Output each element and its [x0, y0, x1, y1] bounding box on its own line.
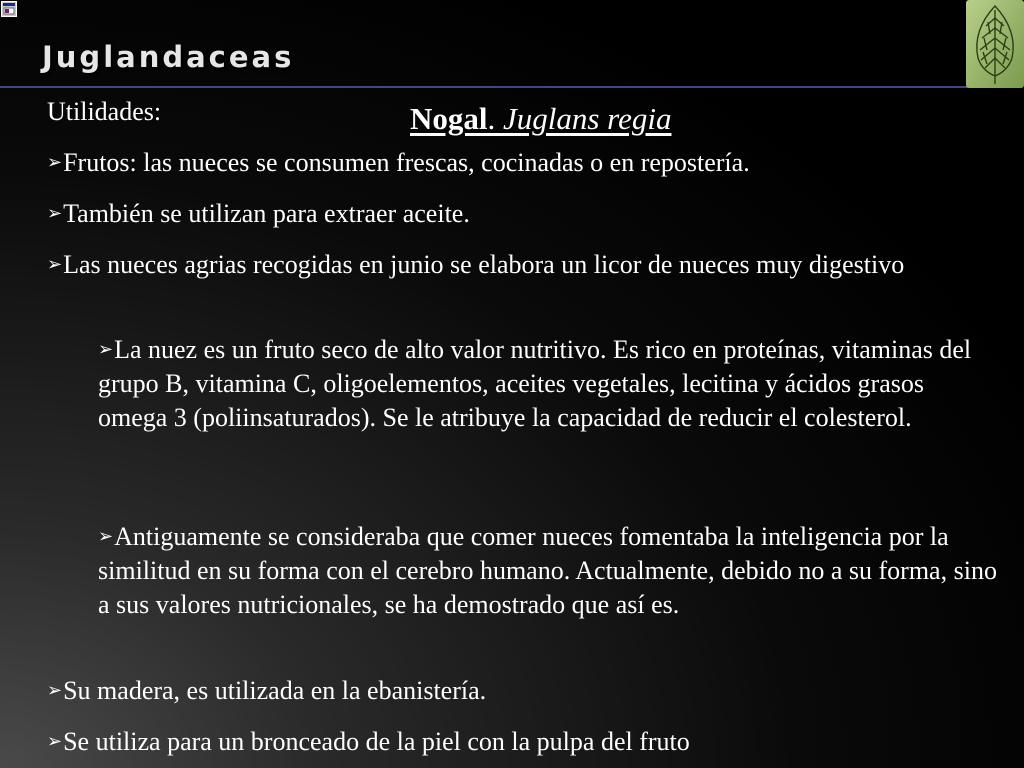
- bullet-text: Frutos: las nueces se consumen frescas, cocinadas o en repostería.: [63, 148, 750, 177]
- common-name: Nogal: [410, 101, 488, 136]
- sub-bullet-item: [98, 333, 978, 435]
- bullet-arrow-icon: ➢: [47, 731, 63, 752]
- bullet-arrow-icon: ➢: [98, 339, 114, 360]
- bullet-text: Antiguamente se consideraba que comer nueces fomentaba la inteligencia por la similitud en su forma con el cerebro humano. Actualmente, debido no a su forma, sino a sus valores nutricionales, se ha demostrado que así es.: [98, 522, 997, 619]
- bullet-item: [47, 725, 1017, 759]
- bullet-arrow-icon: ➢: [47, 152, 63, 173]
- green-leaf-logo-icon: [966, 0, 1024, 88]
- bullet-item: [47, 248, 1007, 282]
- section-label: Utilidades:: [47, 97, 162, 126]
- bullet-arrow-icon: ➢: [98, 526, 114, 547]
- bullet-arrow-icon: ➢: [47, 254, 63, 275]
- presentation-window-icon[interactable]: [1, 1, 17, 17]
- bullet-item: [47, 674, 1017, 708]
- bullet-item: [47, 146, 1017, 180]
- slide-title: Juglandaceas: [42, 40, 295, 74]
- species-heading: [410, 101, 671, 137]
- bullet-text: También se utilizan para extraer aceite.: [63, 199, 470, 228]
- sub-bullet-item: [98, 520, 1008, 622]
- bullet-item: [47, 197, 1017, 231]
- bullet-text: Su madera, es utilizada en la ebanistería.: [63, 676, 487, 705]
- bullet-text: La nuez es un fruto seco de alto valor nutritivo. Es rico en proteínas, vitaminas del grupo B, vitamina C, oligoelementos, aceites vegetales, lecitina y ácidos grasos omega 3 (poliinsaturados). Se le atribuye la capacidad de reducir el colesterol.: [98, 335, 972, 432]
- heading-separator: .: [487, 101, 503, 136]
- bullet-text: Se utiliza para un bronceado de la piel con la pulpa del fruto: [63, 727, 690, 756]
- bullet-arrow-icon: ➢: [47, 203, 63, 224]
- bullet-arrow-icon: ➢: [47, 680, 63, 701]
- bullet-text: Las nueces agrias recogidas en junio se elabora un licor de nueces muy digestivo: [63, 250, 905, 279]
- title-divider: [0, 86, 968, 88]
- scientific-name: Juglans regia: [503, 101, 672, 136]
